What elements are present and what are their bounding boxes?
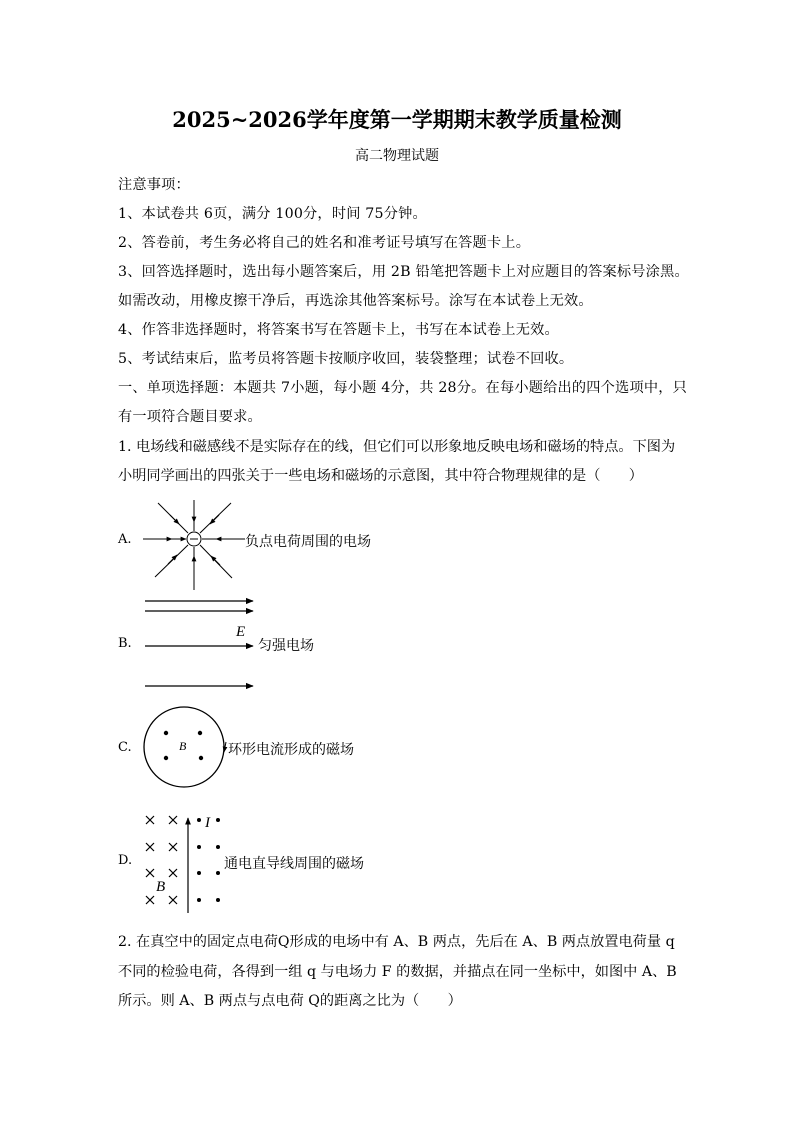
notice-item: 1、本试卷共 6页，满分 100分，时间 75分钟。 (118, 206, 427, 222)
section-heading: 一、单项选择题：本题共 7小题，每小题 4分，共 28分。在每小题给出的四个选项中，只 (118, 380, 687, 396)
notice-item: 4、作答非选择题时，将答案书写在答题卡上，书写在本试卷上无效。 (118, 322, 559, 338)
option-b-caption: 匀强电场 (258, 638, 314, 654)
option-b-label: B. (118, 636, 132, 651)
section-heading-cont: 有一项符合题目要求。 (118, 409, 262, 425)
question-2-text-cont: 不同的检验电荷，各得到一组 q 与电场力 F 的数据，并描点在同一坐标中，如图中 A、B (118, 964, 677, 980)
field-symbol-e: E (236, 624, 246, 640)
notice-item: 3、回答选择题时，选出每小题答案后，用 2B 铅笔把答题卡上对应题目的答案标号涂黑。 (118, 264, 689, 280)
field-symbol-b-wire: B (156, 879, 166, 895)
question-1-text: 1. 电场线和磁感线不是实际存在的线，但它们可以形象地反映电场和磁场的特点。下图为 (118, 439, 676, 455)
notice-heading: 注意事项： (118, 177, 190, 193)
option-a-label: A. (118, 532, 132, 547)
field-symbol-b-ring: B (179, 739, 187, 753)
option-d-caption: 通电直导线周围的磁场 (224, 856, 364, 872)
notice-item: 2、答卷前，考生务必将自己的姓名和准考证号填写在答题卡上。 (118, 235, 531, 251)
option-d-label: D. (118, 853, 133, 868)
option-c-label: C. (118, 740, 132, 755)
question-1-text-cont: 小明同学画出的四张关于一些电场和磁场的示意图，其中符合物理规律的是（ ） (118, 468, 643, 484)
option-a-caption: 负点电荷周围的电场 (245, 534, 371, 550)
current-symbol-i: I (205, 815, 210, 831)
question-2-text-cont2: 所示。则 A、B 两点与点电荷 Q的距离之比为（ ） (118, 993, 462, 1009)
option-c-caption: 环形电流形成的磁场 (228, 742, 354, 758)
exam-title: 2025~2026学年度第一学期期末教学质量检测 (172, 107, 622, 132)
exam-subtitle: 高二物理试题 (355, 148, 439, 164)
notice-item: 如需改动，用橡皮擦干净后，再选涂其他答案标号。涂写在本试卷上无效。 (118, 293, 593, 309)
question-2-text: 2. 在真空中的固定点电荷Q形成的电场中有 A、B 两点，先后在 A、B 两点放置电荷量 q (118, 934, 675, 950)
notice-item: 5、考试结束后，监考员将答题卡按顺序收回，装袋整理；试卷不回收。 (118, 351, 574, 367)
